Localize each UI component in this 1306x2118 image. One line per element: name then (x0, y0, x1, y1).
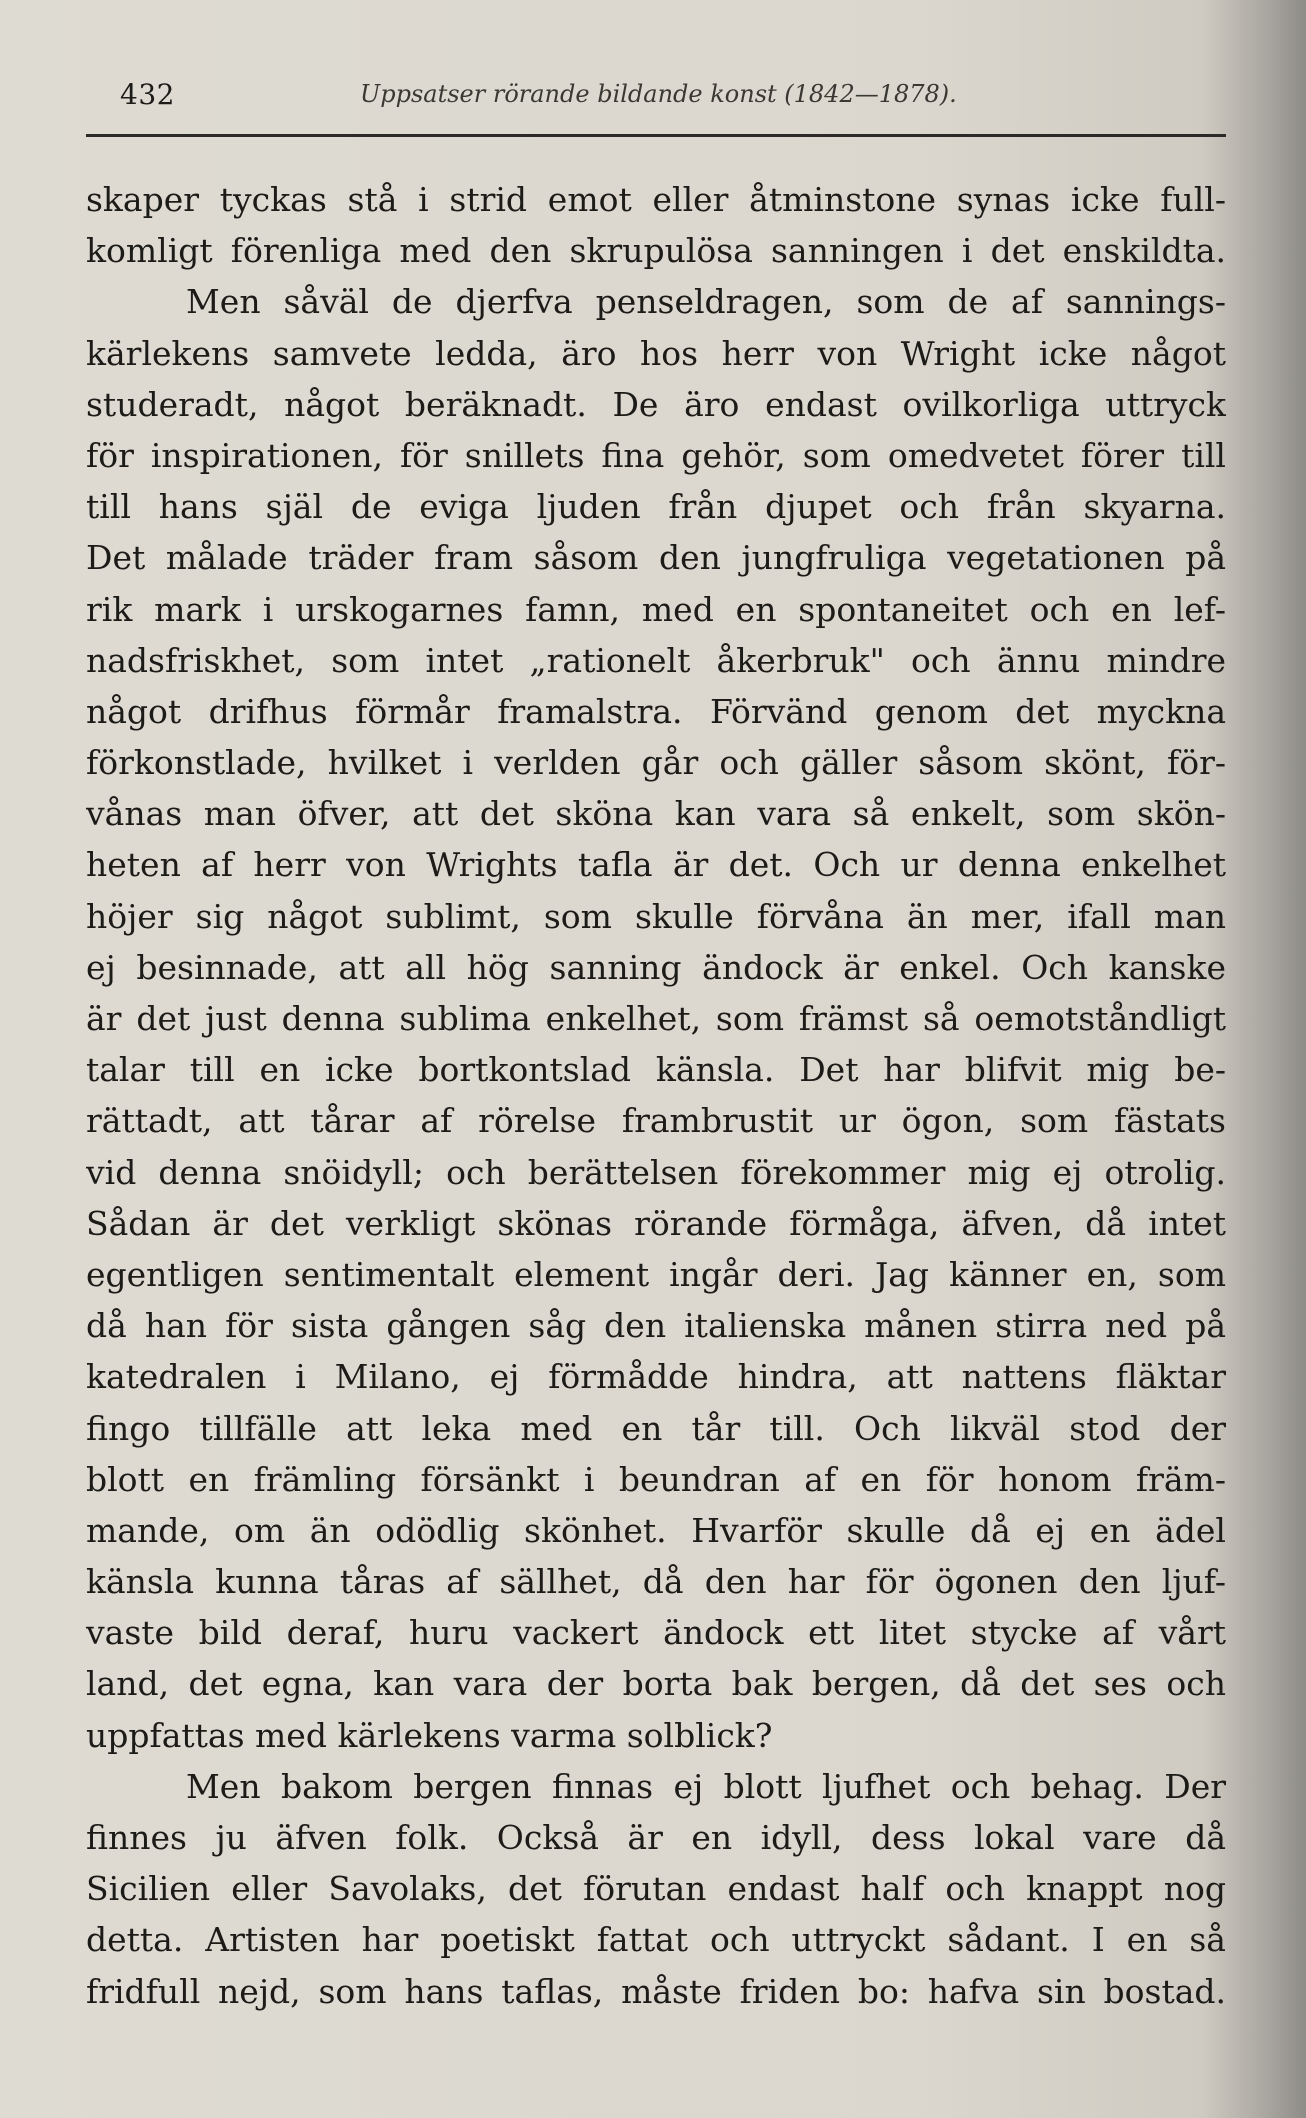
text-line: vånas man öfver, att det sköna kan vara så enkelt, som skön- (86, 794, 1226, 834)
text-line: blott en främling försänkt i beundran af en för honom främ- (86, 1459, 1226, 1499)
text-line: är det just denna sublima enkelhet, som främst så oemotståndligt (86, 999, 1226, 1038)
text-line: Det målade träder fram såsom den jungfruliga vegetationen på (86, 538, 1226, 578)
text-line: nadsfriskhet, som intet „rationelt åkerbruk" och ännu mindre (86, 640, 1226, 680)
text-line: heten af herr von Wrights tafla är det. Och ur denna enkelhet (86, 845, 1226, 885)
text-line: vid denna snöidyll; och berättelsen förekommer mig ej otrolig. (86, 1152, 1226, 1192)
text-line: studeradt, något beräknadt. De äro endast ovilkorliga uttryck (86, 384, 1226, 424)
text-line: känsla kunna tåras af sällhet, då den har för ögonen den ljuf- (86, 1562, 1226, 1602)
text-line: till hans själ de eviga ljuden från djupet och från skyarna. (86, 487, 1226, 527)
text-line: fingo tillfälle att leka med en tår till. Och likväl stod der (86, 1408, 1226, 1448)
text-line: förkonstlade, hvilket i verlden går och gäller såsom skönt, för- (86, 743, 1226, 783)
text-line: Sicilien eller Savolaks, det förutan endast half och knappt nog (86, 1869, 1226, 1909)
text-line: egentligen sentimentalt element ingår deri. Jag känner en, som (86, 1254, 1226, 1294)
text-line: Men såväl de djerfva penseldragen, som de af sannings- (186, 282, 1226, 322)
text-line: rättadt, att tårar af rörelse frambrustit ur ögon, som fästats (86, 1101, 1226, 1141)
text-line: kärlekens samvete ledda, äro hos herr von Wright icke något (86, 333, 1226, 373)
text-line: fridfull nejd, som hans taflas, måste friden bo: hafva sin bostad. (86, 1971, 1226, 2011)
running-head: Uppsatser rörande bildande konst (1842—1878). (360, 80, 957, 108)
text-line: rik mark i urskogarnes famn, med en spontaneitet och en lef- (86, 589, 1226, 629)
text-line: Sådan är det verkligt skönas rörande förmåga, äfven, då intet (86, 1203, 1226, 1243)
page-header (120, 74, 1160, 124)
text-line: vaste bild deraf, huru vackert ändock ett litet stycke af vårt (86, 1613, 1226, 1653)
text-line: höjer sig något sublimt, som skulle förvåna än mer, ifall man (86, 896, 1226, 936)
text-line: då han för sista gången såg den italienska månen stirra ned på (86, 1306, 1226, 1346)
text-line: ej besinnade, att all hög sanning ändock är enkel. Och kanske (86, 947, 1226, 987)
header-rule (86, 134, 1226, 137)
text-line: talar till en icke bortkontslad känsla. Det har blifvit mig be- (86, 1050, 1226, 1090)
text-line: för inspirationen, för snillets fina gehör, som omedvetet förer till (86, 435, 1226, 475)
text-line: mande, om än odödlig skönhet. Hvarför skulle då ej en ädel (86, 1510, 1226, 1550)
text-line: katedralen i Milano, ej förmådde hindra, att nattens fläktar (86, 1357, 1226, 1397)
text-line: Men bakom bergen finnas ej blott ljufhet och behag. Der (186, 1766, 1226, 1806)
text-line: uppfattas med kärlekens varma solblick? (86, 1715, 773, 1755)
text-line: land, det egna, kan vara der borta bak bergen, då det ses och (86, 1664, 1226, 1704)
text-line: detta. Artisten har poetiskt fattat och uttryckt sådant. I en så (86, 1920, 1226, 1960)
body-text (86, 174, 1226, 2017)
text-line: finnes ju äfven folk. Också är en idyll, dess lokal vare då (86, 1818, 1226, 1857)
text-line: komligt förenliga med den skrupulösa sanningen i det enskildta. (86, 231, 1226, 271)
page-number: 432 (120, 78, 175, 111)
text-line: skaper tyckas stå i strid emot eller åtminstone synas icke full- (86, 180, 1226, 219)
text-line: något drifhus förmår framalstra. Förvänd genom det myckna (86, 691, 1226, 731)
